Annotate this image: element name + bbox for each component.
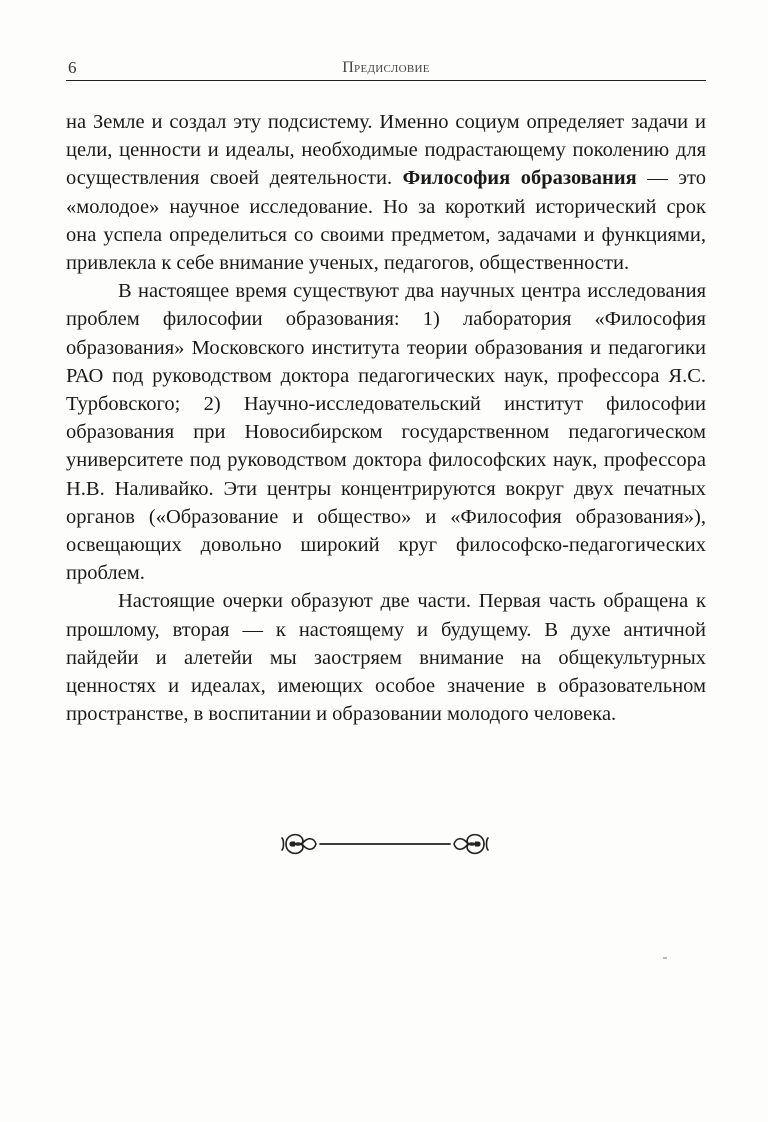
bold-term-philosophy-of-education: Философия образования xyxy=(402,167,637,190)
paragraph-2: В настоящее время существуют два научных центра исследования проблем философии образования: 1) лаборатория «Философия образования» Московского института теории образования и педагогики РАО под руководством доктора педагогических наук, профессора Я.С. Турбовского; 2) Научно-исследовательский институт философии образования при Новосибирском государственном педагогическом университете под руководством доктора философских наук, профессора Н.В. Наливайко. Эти центры концентрируются вокруг двух печатных органов («Образование и общество» и «Философия образования»), освещающих довольно широкий круг философско-педагогических проблем. xyxy=(66,280,706,585)
paper-speck xyxy=(663,957,667,959)
paragraph-1 xyxy=(66,108,706,277)
running-head-title: Предисловие xyxy=(342,59,430,76)
scroll-divider-icon xyxy=(280,826,490,862)
body-text xyxy=(66,108,706,728)
paragraph-3: Настоящие очерки образуют две части. Первая часть обращена к прошлому, вторая — к настоящему и будущему. В духе античной пайдейи и алетейи мы заостряем внимание на общекультурных ценностях и идеалах, имеющих особое значение в образовательном пространстве, в воспитании и образовании молодого человека. xyxy=(66,590,706,726)
running-head xyxy=(66,56,706,81)
paragraph-1-text-b: — это «молодое» научное исследование. Но за короткий исторический срок она успела определиться со своими предметом, задачами и функциями, привлекла к себе внимание ученых, педагогов, общественности. xyxy=(66,167,706,275)
paragraph-1-text-a: на Земле и создал эту подсистему. Именно социум определяет задачи и цели, ценности и идеалы, необходимые подрастающему поколению для осуществления своей деятельности. xyxy=(66,111,706,190)
page-number: 6 xyxy=(68,58,77,77)
